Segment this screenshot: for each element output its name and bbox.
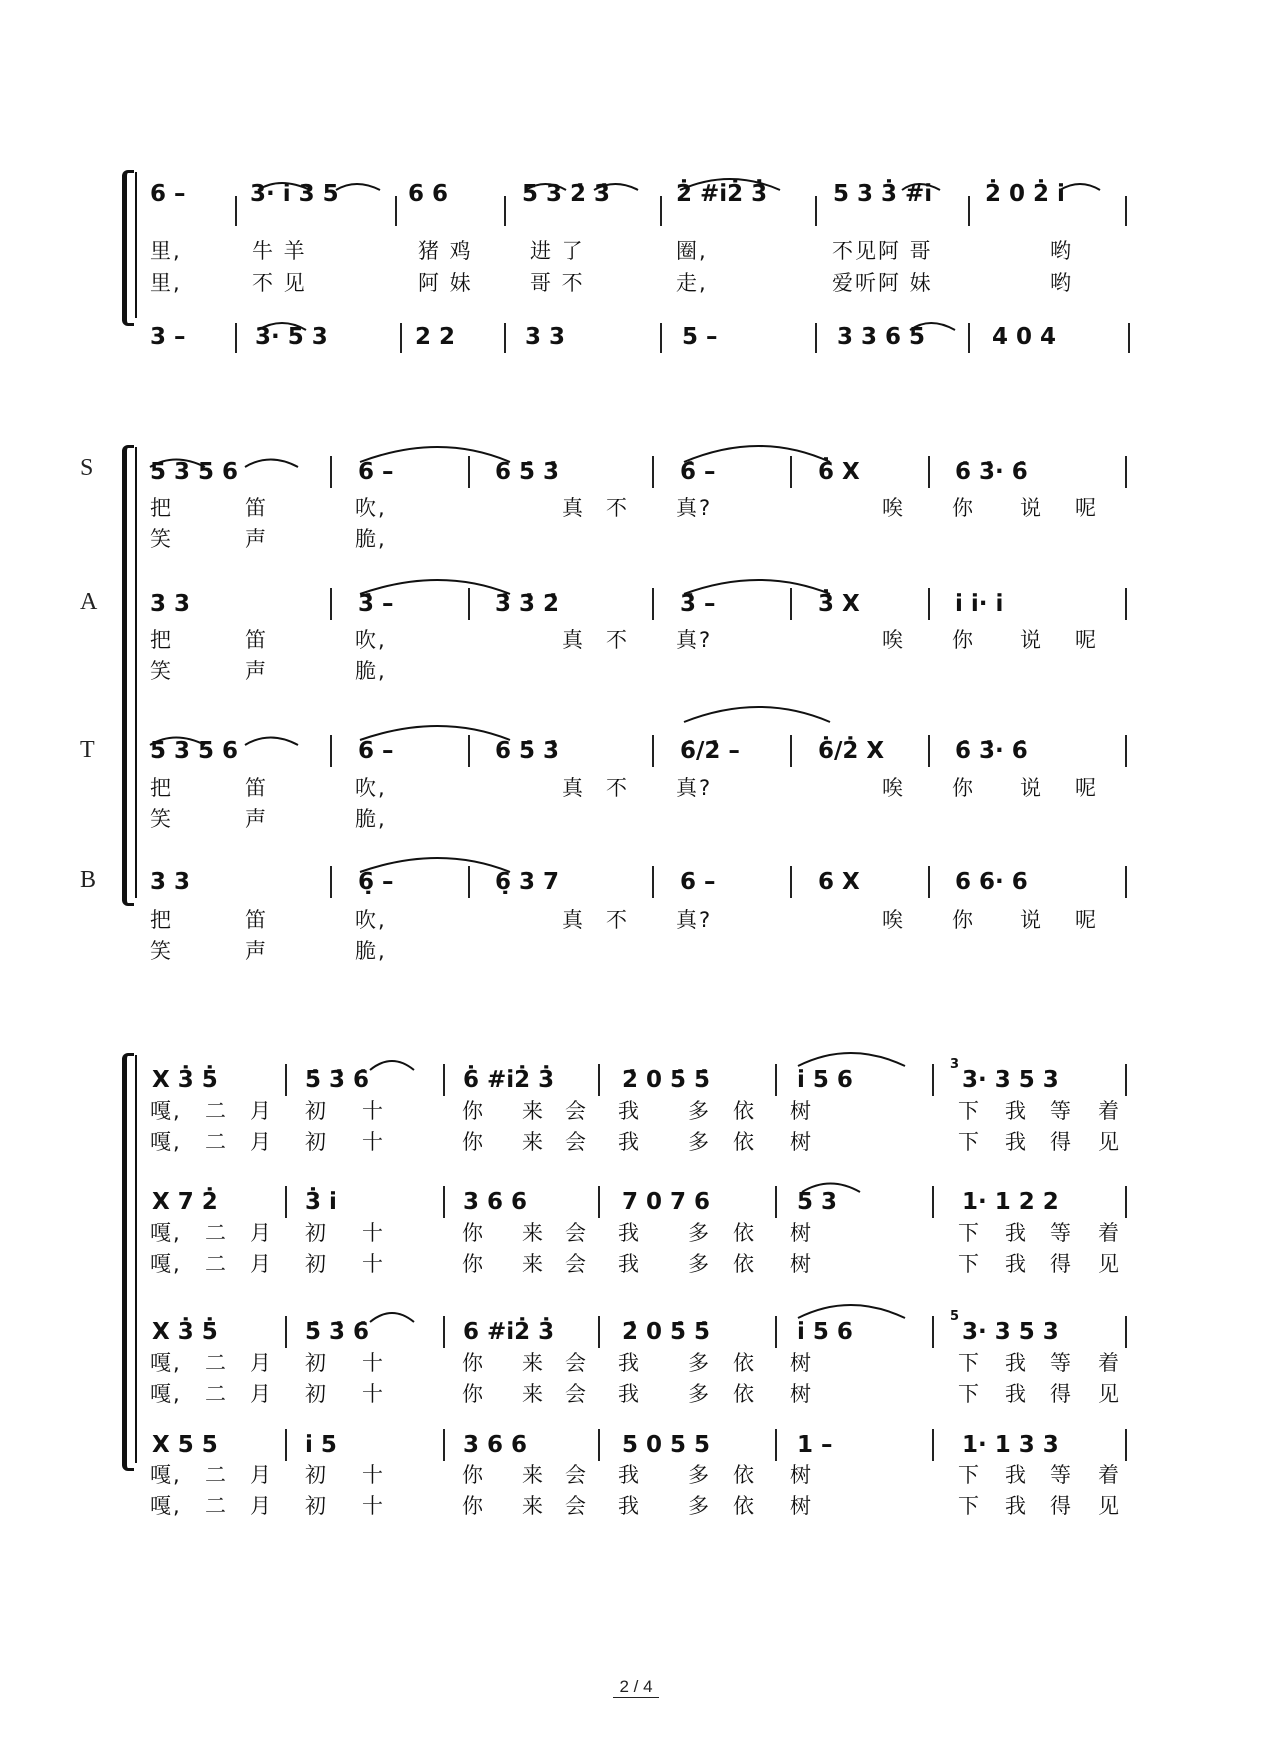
lyric: 树 bbox=[790, 1382, 813, 1406]
lyric: 来 bbox=[522, 1351, 545, 1375]
lyric: 说 bbox=[1020, 776, 1043, 800]
lyric: 里, bbox=[150, 239, 182, 263]
note-group: 1· 1 2 2 bbox=[962, 1189, 1059, 1215]
lyric: 着 bbox=[1098, 1351, 1121, 1375]
lyric: 依 bbox=[733, 1351, 756, 1375]
lyric: 说 bbox=[1020, 908, 1043, 932]
note-group: 4 0 4 bbox=[992, 324, 1057, 350]
lyric: 初 bbox=[305, 1463, 328, 1487]
note-group: 6 – bbox=[358, 738, 394, 764]
note-group: 2̇ 0 5̇ 5̇ bbox=[622, 1067, 711, 1093]
lyric: 树 bbox=[790, 1463, 813, 1487]
note-group: i̇ 5 bbox=[305, 1432, 337, 1458]
lyric: 会 bbox=[565, 1351, 588, 1375]
note-group: 3 6 6 bbox=[463, 1432, 528, 1458]
lyric: 来 bbox=[522, 1463, 545, 1487]
lyric: 来 bbox=[522, 1099, 545, 1123]
lyric: 树 bbox=[790, 1494, 813, 1518]
lyric: 得 bbox=[1050, 1252, 1073, 1276]
lyric: 依 bbox=[733, 1382, 756, 1406]
lyric: 你 bbox=[952, 776, 975, 800]
lyric: 嘎, bbox=[150, 1463, 182, 1487]
lyric: 会 bbox=[565, 1494, 588, 1518]
grace-note: 5 bbox=[950, 1309, 960, 1324]
lyric: 会 bbox=[565, 1221, 588, 1245]
lyric: 脆, bbox=[355, 659, 387, 683]
lyric: 唉 bbox=[882, 628, 905, 652]
lyric: 嘎, bbox=[150, 1494, 182, 1518]
lyric: 多 bbox=[688, 1382, 711, 1406]
lyric: 把 bbox=[150, 628, 173, 652]
note-group: X 5 5 bbox=[152, 1432, 218, 1458]
lyric: 得 bbox=[1050, 1130, 1073, 1154]
note-group: 3 3 bbox=[150, 869, 191, 895]
lyric: 说 bbox=[1020, 496, 1043, 520]
lyric: 初 bbox=[305, 1099, 328, 1123]
note-group: 6̇ X bbox=[818, 459, 860, 485]
lyric: 着 bbox=[1098, 1221, 1121, 1245]
lyric: 你 bbox=[952, 496, 975, 520]
lyric: 真? bbox=[676, 496, 713, 520]
page-number-text: 2 / 4 bbox=[613, 1677, 658, 1698]
lyric: 下 bbox=[958, 1252, 981, 1276]
lyric: 会 bbox=[565, 1463, 588, 1487]
lyric: 笛 bbox=[245, 908, 268, 932]
lyric: 下 bbox=[958, 1382, 981, 1406]
lyric: 树 bbox=[790, 1221, 813, 1245]
lyric: 月 bbox=[250, 1099, 273, 1123]
lyric: 我 bbox=[618, 1382, 641, 1406]
lyric: 阿 妹 bbox=[418, 271, 473, 295]
lyric: 你 bbox=[462, 1099, 485, 1123]
note-group: 6 – bbox=[680, 869, 716, 895]
lyric: 多 bbox=[688, 1252, 711, 1276]
note-group: 6̇ #i̇2̇ 3̇ bbox=[463, 1067, 555, 1093]
note-group: 6 6 bbox=[408, 181, 449, 207]
note-group: X 3̇ 5̇ bbox=[152, 1067, 218, 1093]
lyric: 等 bbox=[1050, 1463, 1073, 1487]
lyric: 依 bbox=[733, 1099, 756, 1123]
lyric: 树 bbox=[790, 1351, 813, 1375]
lyric: 初 bbox=[305, 1252, 328, 1276]
lyric: 月 bbox=[250, 1494, 273, 1518]
lyric: 初 bbox=[305, 1494, 328, 1518]
lyric: 十 bbox=[362, 1463, 385, 1487]
lyric: 真 bbox=[562, 496, 585, 520]
note-group: 5 0 5 5 bbox=[622, 1432, 711, 1458]
lyric: 呢 bbox=[1075, 628, 1098, 652]
note-group: 5 3 2̇ 3̇ bbox=[522, 181, 611, 207]
voice-label-bass: B bbox=[80, 867, 97, 893]
lyric: 初 bbox=[305, 1130, 328, 1154]
lyric: 真? bbox=[676, 908, 713, 932]
note-group: i̇ 5 6 bbox=[797, 1067, 853, 1093]
note-group: 3· 5 3 bbox=[255, 324, 328, 350]
lyric: 二 bbox=[205, 1221, 228, 1245]
note-group: 6̇ – bbox=[680, 459, 716, 485]
lyric: 等 bbox=[1050, 1221, 1073, 1245]
lyric: 我 bbox=[1005, 1252, 1028, 1276]
lyric: 二 bbox=[205, 1099, 228, 1123]
lyric: 呢 bbox=[1075, 908, 1098, 932]
voice-label-soprano: S bbox=[80, 455, 94, 481]
lyric: 来 bbox=[522, 1130, 545, 1154]
lyric: 树 bbox=[790, 1099, 813, 1123]
note-group: X 3̇ 5̇ bbox=[152, 1319, 218, 1345]
lyric: 月 bbox=[250, 1463, 273, 1487]
note-group: 5̇ 3̇ 6̇ bbox=[305, 1067, 370, 1093]
lyric: 声 bbox=[245, 527, 268, 551]
note-group: 3̇ 3̇ 2̇ bbox=[495, 591, 560, 617]
lyric: 下 bbox=[958, 1351, 981, 1375]
lyric: 着 bbox=[1098, 1099, 1121, 1123]
lyric: 十 bbox=[362, 1351, 385, 1375]
note-group: 6̣ 3 7 bbox=[495, 869, 560, 895]
note-group: 1 – bbox=[797, 1432, 833, 1458]
lyric: 声 bbox=[245, 659, 268, 683]
lyric: 唉 bbox=[882, 908, 905, 932]
lyric: 见 bbox=[1098, 1130, 1121, 1154]
lyric: 不 见 bbox=[252, 271, 307, 295]
lyric: 唉 bbox=[882, 496, 905, 520]
lyric: 你 bbox=[462, 1252, 485, 1276]
lyric: 二 bbox=[205, 1252, 228, 1276]
lyric: 多 bbox=[688, 1351, 711, 1375]
lyric: 二 bbox=[205, 1130, 228, 1154]
note-group: 6 5̇ 3̇ bbox=[495, 459, 560, 485]
note-group: 3 3 bbox=[150, 591, 191, 617]
lyric: 多 bbox=[688, 1463, 711, 1487]
lyric: 树 bbox=[790, 1252, 813, 1276]
note-group: 3̇ – bbox=[358, 591, 394, 617]
lyric: 着 bbox=[1098, 1463, 1121, 1487]
lyric: 脆, bbox=[355, 807, 387, 831]
lyric: 十 bbox=[362, 1130, 385, 1154]
note-group: 3̇ – bbox=[680, 591, 716, 617]
lyric: 你 bbox=[462, 1130, 485, 1154]
lyric: 下 bbox=[958, 1494, 981, 1518]
lyric: 见 bbox=[1098, 1382, 1121, 1406]
lyric: 不见阿 哥 bbox=[832, 239, 933, 263]
lyric: 笑 bbox=[150, 807, 173, 831]
lyric: 依 bbox=[733, 1494, 756, 1518]
lyric: 来 bbox=[522, 1252, 545, 1276]
lyric: 树 bbox=[790, 1130, 813, 1154]
lyric: 下 bbox=[958, 1130, 981, 1154]
lyric: 笛 bbox=[245, 776, 268, 800]
note-group: 6 X bbox=[818, 869, 860, 895]
note-group: i̇ i̇· i̇ bbox=[955, 591, 1004, 617]
lyric: 你 bbox=[952, 628, 975, 652]
lyric: 初 bbox=[305, 1351, 328, 1375]
lyric: 月 bbox=[250, 1382, 273, 1406]
lyric: 真? bbox=[676, 628, 713, 652]
lyric: 十 bbox=[362, 1221, 385, 1245]
lyric: 你 bbox=[952, 908, 975, 932]
lyric: 多 bbox=[688, 1494, 711, 1518]
grace-note: 3 bbox=[950, 1057, 960, 1072]
lyric: 会 bbox=[565, 1382, 588, 1406]
lyric: 嘎, bbox=[150, 1252, 182, 1276]
lyric: 依 bbox=[733, 1130, 756, 1154]
lyric: 会 bbox=[565, 1252, 588, 1276]
lyric: 声 bbox=[245, 807, 268, 831]
lyric: 我 bbox=[618, 1463, 641, 1487]
note-group: 5 3 5 6 bbox=[150, 459, 239, 485]
lyric: 笑 bbox=[150, 659, 173, 683]
note-group: 3 3 bbox=[525, 324, 566, 350]
lyric: 得 bbox=[1050, 1494, 1073, 1518]
lyric: 我 bbox=[1005, 1494, 1028, 1518]
lyric: 圈, bbox=[676, 239, 708, 263]
lyric: 我 bbox=[618, 1099, 641, 1123]
lyric: 吹, bbox=[355, 776, 387, 800]
note-group: 6̇ 3̇· 6̇ bbox=[955, 738, 1028, 764]
note-group: 2̇ 0 2̇ i̇ bbox=[985, 181, 1065, 207]
lyric: 嘎, bbox=[150, 1221, 182, 1245]
lyric: 下 bbox=[958, 1099, 981, 1123]
note-group: 3 3 6 5 bbox=[837, 324, 926, 350]
note-group: 1· 1 3 3 bbox=[962, 1432, 1059, 1458]
lyric: 不 bbox=[606, 628, 629, 652]
lyric: 初 bbox=[305, 1221, 328, 1245]
lyric: 下 bbox=[958, 1463, 981, 1487]
lyric: 嘎, bbox=[150, 1099, 182, 1123]
lyric: 二 bbox=[205, 1463, 228, 1487]
lyric: 进 了 bbox=[530, 239, 585, 263]
voice-label-alto: A bbox=[80, 589, 98, 615]
lyric: 见 bbox=[1098, 1494, 1121, 1518]
lyric: 十 bbox=[362, 1382, 385, 1406]
lyric: 等 bbox=[1050, 1099, 1073, 1123]
lyric: 我 bbox=[618, 1221, 641, 1245]
note-group: 2̇ #i̇2̇ 3̇ bbox=[676, 181, 768, 207]
note-group: 3 – bbox=[150, 324, 186, 350]
note-group: 3̇ i̇ bbox=[305, 1189, 337, 1215]
lyric: 你 bbox=[462, 1463, 485, 1487]
voice-label-tenor: T bbox=[80, 737, 95, 763]
lyric: 依 bbox=[733, 1221, 756, 1245]
lyric: 见 bbox=[1098, 1252, 1121, 1276]
lyric: 二 bbox=[205, 1351, 228, 1375]
lyric: 来 bbox=[522, 1221, 545, 1245]
lyric: 多 bbox=[688, 1099, 711, 1123]
lyric: 你 bbox=[462, 1351, 485, 1375]
lyric: 真 bbox=[562, 776, 585, 800]
lyric: 哟 bbox=[1050, 239, 1073, 263]
note-group: 6 – bbox=[150, 181, 186, 207]
lyric: 会 bbox=[565, 1099, 588, 1123]
lyric: 牛 羊 bbox=[252, 239, 307, 263]
note-group: 6 5̇ 3̇ bbox=[495, 738, 560, 764]
lyric: 嘎, bbox=[150, 1130, 182, 1154]
lyric: 二 bbox=[205, 1382, 228, 1406]
lyric: 真 bbox=[562, 628, 585, 652]
note-group: i̇ 5 6 bbox=[797, 1319, 853, 1345]
lyric: 初 bbox=[305, 1382, 328, 1406]
lyric: 把 bbox=[150, 496, 173, 520]
lyric: 不 bbox=[606, 908, 629, 932]
lyric: 十 bbox=[362, 1252, 385, 1276]
lyric: 月 bbox=[250, 1130, 273, 1154]
note-group: 5 3 bbox=[797, 1189, 838, 1215]
lyric: 吹, bbox=[355, 628, 387, 652]
lyric: 把 bbox=[150, 776, 173, 800]
lyric: 脆, bbox=[355, 527, 387, 551]
note-group: 6̇/2̇ X bbox=[818, 738, 885, 764]
lyric: 说 bbox=[1020, 628, 1043, 652]
lyric: 会 bbox=[565, 1130, 588, 1154]
lyric: 呢 bbox=[1075, 496, 1098, 520]
note-group: 3· 3 5 3 bbox=[962, 1067, 1059, 1093]
lyric: 等 bbox=[1050, 1351, 1073, 1375]
lyric: 我 bbox=[618, 1351, 641, 1375]
lyric: 唉 bbox=[882, 776, 905, 800]
note-group: 6 – bbox=[358, 459, 394, 485]
lyric: 我 bbox=[1005, 1463, 1028, 1487]
note-group: 3̇ X bbox=[818, 591, 860, 617]
lyric: 我 bbox=[1005, 1351, 1028, 1375]
note-group: 5 3 5 6 bbox=[150, 738, 239, 764]
lyric: 把 bbox=[150, 908, 173, 932]
lyric: 真? bbox=[676, 776, 713, 800]
lyric: 十 bbox=[362, 1099, 385, 1123]
lyric: 来 bbox=[522, 1382, 545, 1406]
lyric: 笑 bbox=[150, 527, 173, 551]
lyric: 哥 不 bbox=[530, 271, 585, 295]
lyric: 依 bbox=[733, 1463, 756, 1487]
lyric: 猪 鸡 bbox=[418, 239, 473, 263]
lyric: 我 bbox=[618, 1252, 641, 1276]
page-number bbox=[0, 1677, 1272, 1698]
note-group: 5̇ 3̇ 6̇ bbox=[305, 1319, 370, 1345]
lyric: 吹, bbox=[355, 496, 387, 520]
lyric: 脆, bbox=[355, 939, 387, 963]
lyric: 真 bbox=[562, 908, 585, 932]
lyric: 笛 bbox=[245, 628, 268, 652]
note-group: 6̇ 3̇· 6̇ bbox=[955, 459, 1028, 485]
lyric: 吹, bbox=[355, 908, 387, 932]
lyric: 嘎, bbox=[150, 1382, 182, 1406]
lyric: 你 bbox=[462, 1382, 485, 1406]
lyric: 哟 bbox=[1050, 271, 1073, 295]
lyric: 月 bbox=[250, 1221, 273, 1245]
lyric: 我 bbox=[618, 1130, 641, 1154]
lyric: 月 bbox=[250, 1351, 273, 1375]
lyric: 声 bbox=[245, 939, 268, 963]
lyric: 十 bbox=[362, 1494, 385, 1518]
lyric: 呢 bbox=[1075, 776, 1098, 800]
lyric: 我 bbox=[1005, 1382, 1028, 1406]
lyric: 不 bbox=[606, 496, 629, 520]
lyric: 走, bbox=[676, 271, 708, 295]
lyric: 我 bbox=[618, 1494, 641, 1518]
lyric: 我 bbox=[1005, 1099, 1028, 1123]
lyric: 下 bbox=[958, 1221, 981, 1245]
note-group: X 7 2̇ bbox=[152, 1189, 218, 1215]
lyric: 来 bbox=[522, 1494, 545, 1518]
note-group: 5 – bbox=[682, 324, 718, 350]
note-group: 3 6 6 bbox=[463, 1189, 528, 1215]
lyric: 得 bbox=[1050, 1382, 1073, 1406]
note-group: 5 3 3̇ #i̇ bbox=[833, 181, 933, 207]
lyric: 嘎, bbox=[150, 1351, 182, 1375]
lyric: 爱听阿 妹 bbox=[832, 271, 933, 295]
lyric: 多 bbox=[688, 1221, 711, 1245]
note-group: 2 2 bbox=[415, 324, 456, 350]
lyric: 我 bbox=[1005, 1130, 1028, 1154]
note-group: 6̣ – bbox=[358, 869, 394, 895]
note-group: 7 0 7 6 bbox=[622, 1189, 711, 1215]
note-group: 3· i̇ 3 5 bbox=[250, 181, 339, 207]
lyric: 你 bbox=[462, 1221, 485, 1245]
lyric: 多 bbox=[688, 1130, 711, 1154]
lyric: 月 bbox=[250, 1252, 273, 1276]
note-group: 3· 3 5 3 bbox=[962, 1319, 1059, 1345]
lyric: 笑 bbox=[150, 939, 173, 963]
lyric: 你 bbox=[462, 1494, 485, 1518]
lyric: 依 bbox=[733, 1252, 756, 1276]
lyric: 二 bbox=[205, 1494, 228, 1518]
lyric: 笛 bbox=[245, 496, 268, 520]
note-group: 2̇ 0 5̇ 5̇ bbox=[622, 1319, 711, 1345]
note-group: 6̇/2̇ – bbox=[680, 738, 740, 764]
note-group: 6 #i̇2̇ 3̇ bbox=[463, 1319, 555, 1345]
note-group: 6 6· 6 bbox=[955, 869, 1028, 895]
lyric: 里, bbox=[150, 271, 182, 295]
lyric: 不 bbox=[606, 776, 629, 800]
lyric: 我 bbox=[1005, 1221, 1028, 1245]
